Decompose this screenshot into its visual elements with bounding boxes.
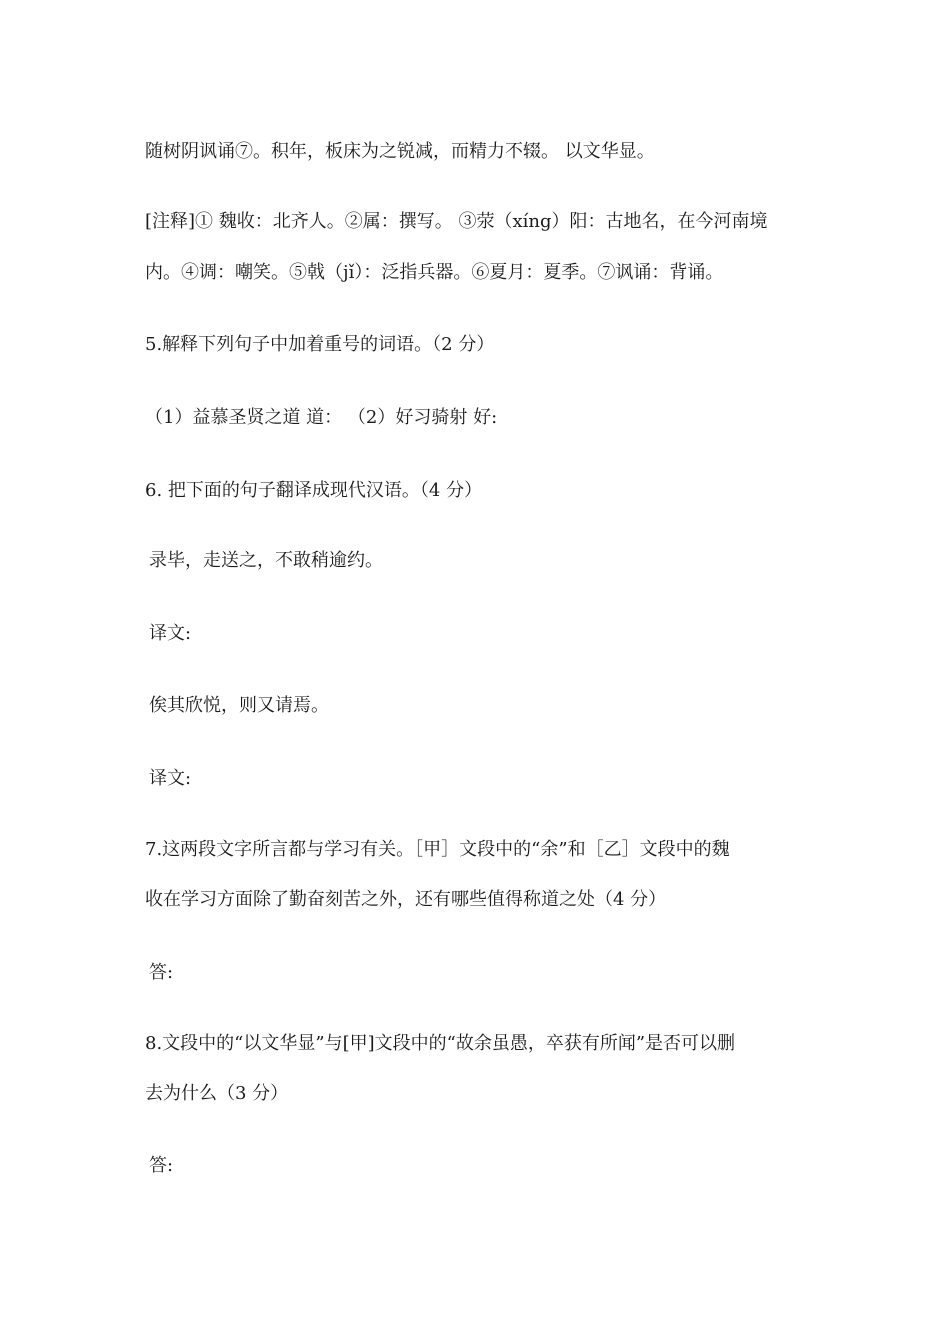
question-6-sentence-2: 俟其欣悦，则又请焉。: [149, 695, 329, 716]
question-7-line-1: 7.这两段文字所言都与学习有关。［甲］文段中的“余”和［乙］文段中的魏: [145, 839, 730, 860]
question-7-answer-label: 答:: [149, 962, 174, 983]
passage-line-end: 随树阴讽诵⑦。积年，板床为之锐减，而精力不辍。 以文华显。: [145, 141, 655, 162]
annotation-line-2: 内。④调：嘲笑。⑤戟（jǐ）：泛指兵器。⑥夏月：夏季。⑦讽诵：背诵。: [145, 262, 724, 283]
question-7-line-2: 收在学习方面除了勤奋刻苦之外，还有哪些值得称道之处（4 分）: [145, 889, 667, 910]
question-5-heading: 5.解释下列句子中加着重号的词语。（2 分）: [145, 334, 495, 355]
question-6-heading: 6. 把下面的句子翻译成现代汉语。（4 分）: [145, 480, 483, 501]
question-8-line-2: 去为什么（3 分）: [145, 1083, 289, 1104]
question-6-answer-label-2: 译文:: [149, 768, 192, 789]
question-8-line-1: 8.文段中的“以文华显”与[甲]文段中的“故余虽愚，卒获有所闻”是否可以删: [145, 1033, 736, 1054]
question-5-items: （1）益慕圣贤之道 道： （2）好习骑射 好:: [145, 407, 498, 428]
annotation-line-1: [注释]① 魏收：北齐人。②属：撰写。 ③荥（xíng）阳：古地名，在今河南境: [145, 211, 768, 232]
question-6-sentence-1: 录毕，走送之，不敢稍逾约。: [149, 550, 383, 571]
question-6-answer-label-1: 译文:: [149, 623, 192, 644]
question-8-answer-label: 答:: [149, 1155, 174, 1176]
